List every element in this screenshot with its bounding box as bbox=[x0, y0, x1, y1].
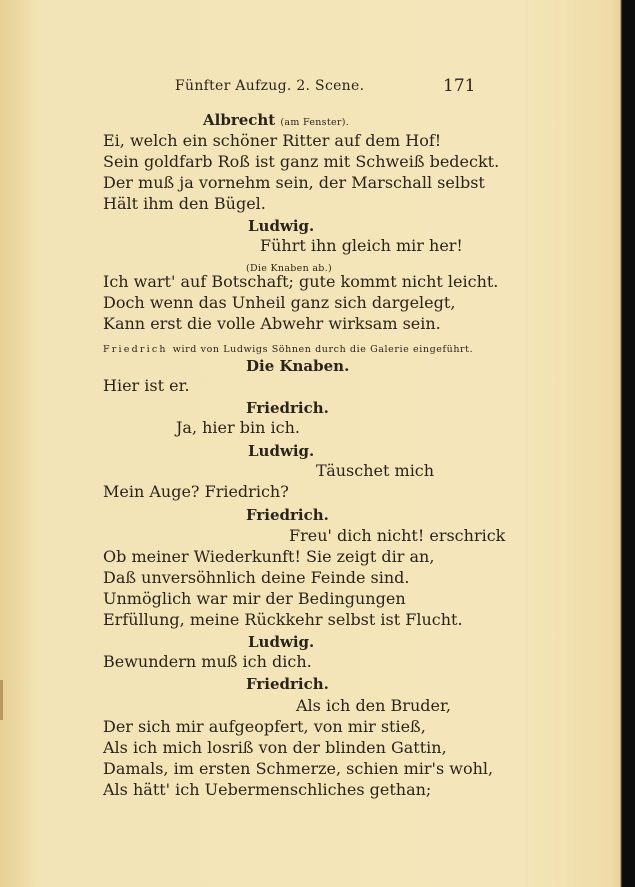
page-number: 171 bbox=[443, 76, 476, 96]
speaker-name: Friedrich. bbox=[246, 399, 329, 417]
verse-line: Freu' dich nicht! erschrick bbox=[289, 526, 506, 545]
speaker-name: Albrecht bbox=[203, 111, 276, 129]
verse-line: Bewundern muß ich dich. bbox=[103, 652, 312, 671]
verse-line: Täuschet mich bbox=[316, 461, 435, 480]
verse-line: Erfüllung, meine Rückkehr selbst ist Flucht. bbox=[103, 610, 463, 629]
speaker-name: Ludwig. bbox=[248, 442, 315, 460]
running-title: Fünfter Aufzug. 2. Scene. bbox=[175, 78, 365, 94]
speaker-heading bbox=[248, 632, 314, 652]
speaker-heading bbox=[203, 110, 349, 133]
verse-line: Als ich mich losriß von der blinden Gattin, bbox=[103, 738, 447, 757]
speaker-name: Die Knaben. bbox=[246, 357, 350, 375]
speaker-name: Ludwig. bbox=[248, 633, 315, 651]
verse-line: Führt ihn gleich mir her! bbox=[260, 236, 463, 255]
verse-line: Hält ihm den Bügel. bbox=[103, 194, 266, 213]
verse-line: Als hätt' ich Uebermenschliches gethan; bbox=[103, 780, 432, 799]
speaker-name: Ludwig. bbox=[248, 217, 315, 235]
speaker-name: Friedrich. bbox=[246, 506, 329, 524]
stage-direction: Friedrich wird von Ludwigs Söhnen durch die Galerie eingeführt. bbox=[103, 344, 474, 355]
verse-line: Doch wenn das Unheil ganz sich dargelegt, bbox=[103, 293, 456, 312]
speaker-heading bbox=[246, 356, 349, 376]
verse-line: Mein Auge? Friedrich? bbox=[103, 482, 289, 501]
speaker-heading bbox=[248, 441, 314, 461]
verse-line: Damals, im ersten Schmerze, schien mir's wohl, bbox=[103, 759, 494, 778]
verse-line: Hier ist er. bbox=[103, 376, 190, 395]
page-edge-mark bbox=[0, 680, 3, 720]
verse-line: Ob meiner Wiederkunft! Sie zeigt dir an, bbox=[103, 547, 435, 566]
verse-line: Ja, hier bin ich. bbox=[176, 418, 300, 437]
verse-line: Kann erst die volle Abwehr wirksam sein. bbox=[103, 314, 441, 333]
speaker-heading bbox=[246, 505, 329, 525]
verse-line: Als ich den Bruder, bbox=[296, 696, 451, 715]
page-header bbox=[0, 78, 635, 98]
verse-line: Der sich mir aufgeopfert, von mir stieß, bbox=[103, 717, 426, 736]
stage-direction: (Die Knaben ab.) bbox=[246, 263, 332, 274]
speaker-name: Friedrich. bbox=[246, 675, 329, 693]
verse-line: Unmöglich war mir der Bedingungen bbox=[103, 589, 406, 608]
verse-line: Ei, welch ein schöner Ritter auf dem Hof! bbox=[103, 131, 442, 150]
verse-line: Sein goldfarb Roß ist ganz mit Schweiß bedeckt. bbox=[103, 152, 500, 171]
verse-line: Der muß ja vornehm sein, der Marschall selbst bbox=[103, 173, 485, 192]
speaker-heading bbox=[248, 216, 314, 236]
stage-direction-name: Friedrich bbox=[103, 344, 168, 355]
verse-line: Ich wart' auf Botschaft; gute kommt nicht leicht. bbox=[103, 272, 499, 291]
speaker-heading bbox=[246, 398, 329, 418]
stage-direction: (am Fenster). bbox=[280, 117, 350, 128]
speaker-heading bbox=[246, 674, 329, 694]
verse-line: Daß unversöhnlich deine Feinde sind. bbox=[103, 568, 410, 587]
